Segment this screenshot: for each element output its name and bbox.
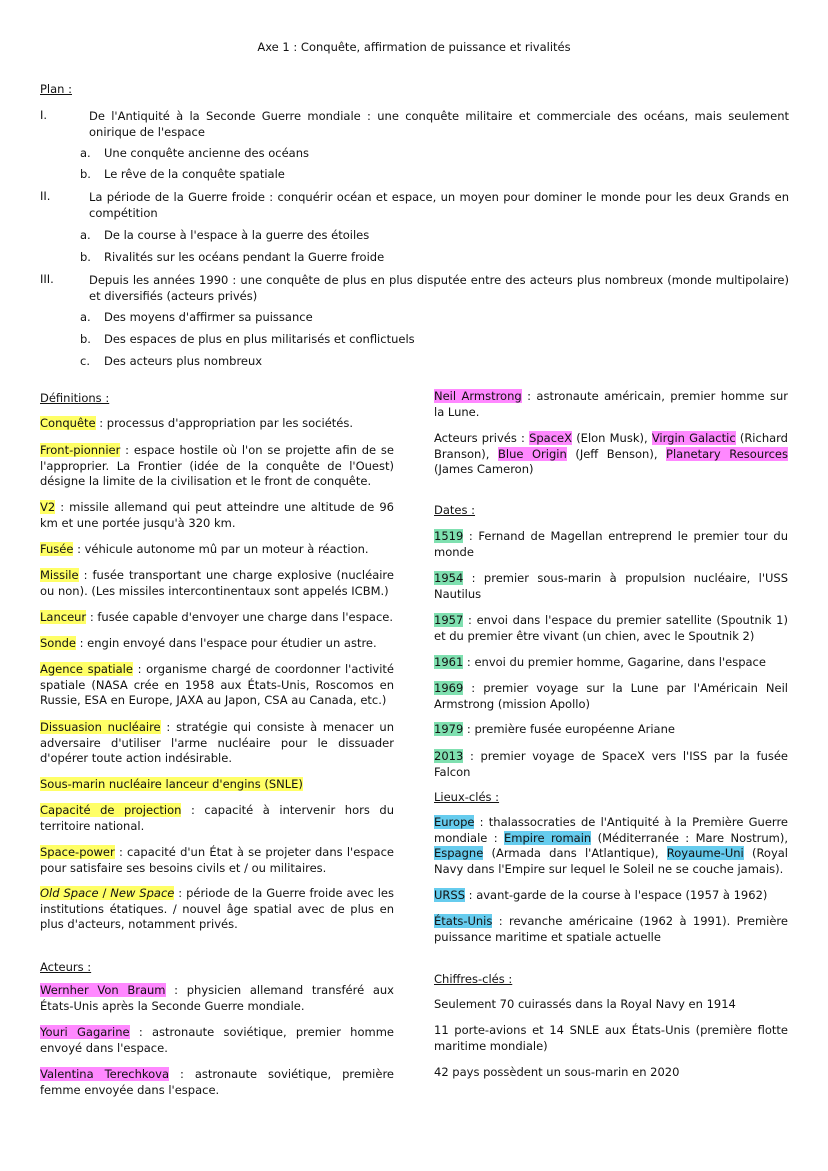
- definition-item: [40, 568, 394, 599]
- definition-item: [40, 610, 394, 626]
- acteur-item: [40, 1067, 394, 1098]
- plan-sub-2b: Rivalités sur les océans pendant la Guerre froide: [104, 250, 385, 264]
- definition-term: Dissuasion nucléaire: [40, 720, 161, 734]
- lieu-item-urss: [434, 888, 788, 904]
- acteur-text: : physicien allemand transféré aux États-Unis après la Seconde Guerre mondiale.: [40, 983, 394, 1013]
- page-title: Axe 1 : Conquête, affirmation de puissance et rivalités: [257, 40, 571, 54]
- definition-item: [40, 803, 394, 834]
- plan-letter-1b: b.: [80, 167, 91, 181]
- date-item: [434, 749, 788, 780]
- definition-text: : période de la Guerre froide avec les institutions étatiques. / nouvel âge spatial avec de plus en plus d'acteurs, notamment privés.: [40, 886, 394, 931]
- definition-term: Capacité de projection: [40, 803, 182, 817]
- definition-term: Fusée: [40, 542, 74, 556]
- definition-term: Old Space: [40, 886, 99, 900]
- definition-term: Lanceur: [40, 610, 87, 624]
- date-year: 1519: [434, 529, 464, 543]
- definition-text: : missile allemand qui peut atteindre une altitude de 96 km et une portée jusqu'à 320 km.: [40, 500, 394, 530]
- definition-text: : capacité à intervenir hors du territoire national.: [40, 803, 394, 833]
- definition-term: V2: [40, 500, 56, 514]
- plan-letter-2a: a.: [80, 228, 91, 242]
- definition-text: : organisme chargé de coordonner l'activité spatiale (NASA crée en 1958 aux États-Unis, Roscomos en Russie, ESA en Europe, JAXA au Japon, CSA au Canada, etc.): [40, 662, 394, 707]
- acteur-text: : astronaute soviétique, première femme envoyée dans l'espace.: [40, 1067, 394, 1097]
- definition-item: [40, 845, 394, 876]
- definition-term: Front-pionnier: [40, 443, 121, 457]
- date-year: 1961: [434, 655, 464, 669]
- date-year: 2013: [434, 749, 464, 763]
- plan-sub-2a: De la course à l'espace à la guerre des étoiles: [104, 228, 370, 242]
- plan-letter-1a: a.: [80, 146, 91, 160]
- definition-item: [40, 662, 394, 709]
- date-text: : envoi du premier homme, Gagarine, dans l'espace: [463, 655, 766, 669]
- lieu-name: Espagne: [434, 846, 484, 860]
- definition-term: Sous-marin nucléaire lanceur d'engins (SNLE): [40, 777, 303, 791]
- lieu-text: : thalassocraties de l'Antiquité à la Première Guerre mondiale :: [434, 815, 788, 845]
- definition-text: : stratégie qui consiste à menacer un adversaire d'utiliser l'arme nucléaire pour le dissuader d'opérer toute action indésirable.: [40, 720, 395, 765]
- date-item: [434, 571, 788, 602]
- acteur-item: [434, 389, 788, 420]
- definition-text: : fusée transportant une charge explosive (nucléaire ou non). (Les missiles intercontinentaux sont appelés ICBM.): [40, 568, 394, 598]
- acteur-blue-origin: Blue Origin: [497, 446, 567, 461]
- acteur-virgin-galactic: Virgin Galactic: [651, 431, 736, 445]
- plan-number-3: III.: [40, 272, 54, 286]
- acteur-name: Neil Armstrong: [434, 389, 522, 403]
- definition-term: Conquête: [40, 416, 96, 430]
- plan-heading: Plan :: [40, 82, 72, 96]
- date-year: 1969: [434, 681, 464, 695]
- acteur-text: (Jeff Benson),: [566, 446, 667, 461]
- definition-item: [40, 886, 394, 933]
- chiffres-heading: Chiffres-clés :: [434, 972, 513, 986]
- chiffre-item: 42 pays possèdent un sous-marin en 2020: [434, 1065, 680, 1079]
- acteur-item: [40, 1025, 394, 1056]
- acteur-text: (Elon Musk),: [572, 431, 652, 445]
- date-text: : première fusée européenne Ariane: [463, 722, 675, 736]
- lieu-name: États-Unis: [434, 914, 493, 928]
- lieu-text: : avant-garde de la course à l'espace (1957 à 1962): [465, 888, 768, 902]
- plan-letter-3c: c.: [80, 354, 90, 368]
- definition-text: : processus d'appropriation par les sociétés.: [95, 416, 353, 430]
- lieu-text: : revanche américaine (1962 à 1991). Première puissance maritime et spatiale actuelle: [434, 914, 788, 944]
- lieux-heading: Lieux-clés :: [434, 790, 500, 804]
- lieu-name: Europe: [434, 815, 475, 829]
- date-item: [434, 613, 788, 644]
- definitions-heading: Définitions :: [40, 391, 110, 405]
- date-item: [434, 681, 788, 712]
- plan-sub-3a: Des moyens d'affirmer sa puissance: [104, 310, 313, 324]
- date-text: : premier sous-marin à propulsion nucléaire, l'USS Nautilus: [434, 571, 788, 601]
- acteur-text: : astronaute américain, premier homme sur la Lune.: [434, 389, 788, 419]
- date-text: : envoi dans l'espace du premier satellite (Spoutnik 1) et du premier être vivant (un chien, avec le Spoutnik 2): [434, 613, 788, 643]
- definition-separator: /: [98, 886, 111, 900]
- lieu-text: (Royal Navy dans l'Empire sur lequel le Soleil ne se couche jamais).: [434, 846, 788, 876]
- date-text: : premier voyage de SpaceX vers l'ISS par la fusée Falcon: [434, 749, 788, 779]
- date-year: 1954: [434, 571, 464, 585]
- acteur-name: Wernher Von Braum: [40, 983, 166, 997]
- definition-text: : espace hostile où l'on se projette afin de se l'approprier. La Frontier (idée de la conquête de l'Ouest) désigne la limite de la civilisation et le front de conquête.: [40, 443, 394, 488]
- lieu-text: (Armada dans l'Atlantique),: [483, 846, 667, 860]
- definition-term: Sonde: [40, 636, 76, 650]
- acteurs-heading: Acteurs :: [40, 960, 92, 974]
- acteur-item: [40, 983, 394, 1014]
- date-text: : premier voyage sur la Lune par l'Américain Neil Armstrong (mission Apollo): [434, 681, 788, 711]
- definition-text: : fusée capable d'envoyer une charge dans l'espace.: [86, 610, 393, 624]
- plan-section-2: La période de la Guerre froide : conquérir océan et espace, un moyen pour dominer le monde pour les deux Grands en compétition: [89, 190, 789, 220]
- plan-section-1: De l'Antiquité à la Seconde Guerre mondiale : une conquête militaire et commerciale des océans, mais seulement onirique de l'espace: [89, 109, 789, 139]
- lieu-item-usa: [434, 914, 788, 945]
- lieu-item-europe: [434, 815, 788, 877]
- plan-number-1: I.: [40, 108, 48, 122]
- chiffre-item: 11 porte-avions et 14 SNLE aux États-Unis (première flotte maritime mondiale): [434, 1023, 788, 1053]
- date-item: [434, 655, 788, 671]
- definition-item: [40, 720, 394, 767]
- acteur-text: (Richard Branson),: [434, 431, 788, 461]
- plan-number-2: II.: [40, 189, 51, 203]
- definition-item: [40, 636, 394, 652]
- date-year: 1979: [434, 722, 464, 736]
- plan-section-3: Depuis les années 1990 : une conquête de plus en plus disputée entre des acteurs plus nombreux (monde multipolaire) et diversifiés (acteurs privés): [89, 273, 789, 303]
- definition-term: Missile: [40, 568, 79, 582]
- date-item: [434, 722, 788, 738]
- acteur-name: Valentina Terechkova: [40, 1067, 170, 1081]
- definition-item: [40, 500, 394, 531]
- definition-text: : capacité d'un État à se projeter dans l'espace pour satisfaire ses besoins civils et / ou militaires.: [40, 845, 394, 875]
- plan-letter-3b: b.: [80, 332, 91, 346]
- definition-term: Agence spatiale: [40, 662, 133, 676]
- lieu-name: Empire romain: [504, 830, 592, 845]
- definition-text: : véhicule autonome mû par un moteur à réaction.: [73, 542, 369, 556]
- definition-text: : engin envoyé dans l'espace pour étudier un astre.: [76, 636, 377, 650]
- definition-item: [40, 777, 394, 793]
- definition-item: [40, 416, 394, 432]
- plan-sub-1b: Le rêve de la conquête spatiale: [104, 167, 285, 181]
- lieu-name: URSS: [434, 888, 466, 902]
- acteurs-prives-label: Acteurs privés :: [434, 431, 530, 445]
- date-year: 1957: [434, 613, 464, 627]
- lieu-name: Royaume-Uni: [666, 846, 744, 860]
- plan-sub-1a: Une conquête ancienne des océans: [104, 146, 310, 160]
- acteur-text: (James Cameron): [434, 462, 534, 476]
- acteur-text: : astronaute soviétique, premier homme envoyé dans l'espace.: [40, 1025, 394, 1055]
- dates-heading: Dates :: [434, 503, 476, 517]
- acteur-name: Youri Gagarine: [40, 1025, 130, 1039]
- definition-item: [40, 443, 394, 490]
- definition-item: [40, 542, 394, 558]
- plan-sub-3b: Des espaces de plus en plus militarisés et conflictuels: [104, 332, 415, 346]
- plan-letter-3a: a.: [80, 310, 91, 324]
- definition-term: New Space: [110, 886, 175, 900]
- definition-term: Space-power: [40, 845, 115, 859]
- acteur-planetary-resources: Planetary Resources: [666, 446, 788, 461]
- acteur-spacex: SpaceX: [529, 431, 573, 445]
- plan-letter-2b: b.: [80, 250, 91, 264]
- date-text: : Fernand de Magellan entreprend le premier tour du monde: [434, 529, 788, 559]
- chiffre-item: Seulement 70 cuirassés dans la Royal Navy en 1914: [434, 997, 736, 1011]
- plan-sub-3c: Des acteurs plus nombreux: [104, 354, 263, 368]
- lieu-text: (Méditerranée : Mare Nostrum),: [591, 830, 789, 845]
- date-item: [434, 529, 788, 560]
- acteurs-prives: [434, 431, 788, 478]
